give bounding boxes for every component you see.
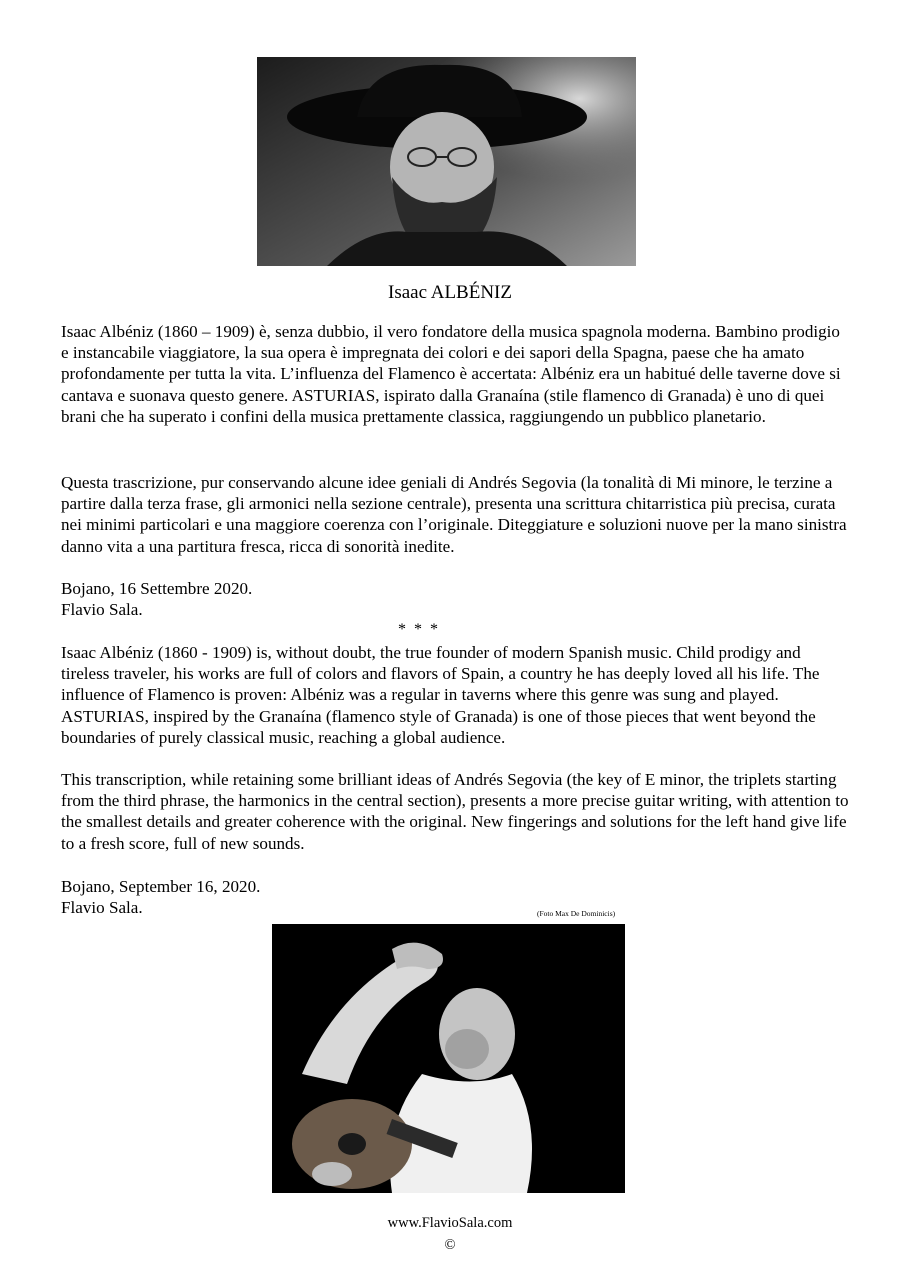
italian-paragraph-2: [61, 472, 851, 557]
italian-paragraph-2-text: Questa trascrizione, pur conservando alcune idee geniali di Andrés Segovia (la tonalità di Mi minore, le terzine a partire dalla terza frase, gli armonici nella sezione centrale), presenta una scrittura chitarristica più precisa, curata nei minimi particolari e una maggiore coerenza con l’originale. Diteggiature e soluzioni nuove per la mano sinistra danno vita a una partitura fresca, ricca di sonorità inedite.: [61, 473, 847, 556]
albeniz-portrait: [257, 57, 636, 266]
guitarist-photo-icon: [272, 924, 625, 1193]
english-date: Bojano, September 16, 2020.: [61, 877, 261, 896]
english-paragraph-2-text: This transcription, while retaining some brilliant ideas of Andrés Segovia (the key of E minor, the triplets starting from the third phrase, the harmonics in the central section), presents a more precise guitar writing, with attention to the smallest details and greater coherence with the original. New fingerings and solutions for the left hand give life to a fresh score, full of new sounds.: [61, 770, 849, 853]
english-signature: Flavio Sala.: [61, 898, 143, 918]
italian-paragraph-1-text: Isaac Albéniz (1860 – 1909) è, senza dubbio, il vero fondatore della musica spagnola moderna. Bambino prodigio e instancabile viaggiatore, la sua opera è impregnata dei colori e dei sapori della Spagna, paese che ha amato profondamente per tutta la vita. L’influenza del Flamenco è accertata: Albéniz era un habitué delle taverne dove si cantava e suonava questo genere. ASTURIAS, ispirato dalla Granaína (stile flamenco di Granada) è uno di quei brani che ha superato i confini della musica prettamente classica, raggiungendo un pubblico planetario.: [61, 322, 841, 426]
english-paragraph-1: [61, 642, 851, 748]
footer-website[interactable]: www.FlavioSala.com: [387, 1215, 513, 1231]
english-signoff: [61, 876, 851, 918]
footer-copyright: ©: [444, 1237, 456, 1253]
photo-credit: (Foto Max De Dominicis): [537, 909, 616, 918]
italian-signature: Flavio Sala.: [61, 600, 143, 620]
italian-paragraph-1: [61, 321, 851, 427]
section-separator: * * *: [398, 621, 440, 638]
english-paragraph-2: [61, 769, 851, 854]
guitarist-photo: [272, 924, 625, 1193]
portrait-photo-icon: [257, 57, 636, 266]
english-paragraph-1-text: Isaac Albéniz (1860 - 1909) is, without doubt, the true founder of modern Spanish music. Child prodigy and tireless traveler, his works are full of colors and flavors of Spain, a country he has deeply loved all his life. The influence of Flamenco is proven: Albéniz was a regular in taverns where this genre was sung and played. ASTURIAS, inspired by the Granaína (flamenco style of Granada) is one of those pieces that went beyond the boundaries of purely classical music, reaching a global audience.: [61, 643, 820, 747]
page-title: Isaac ALBÉNIZ: [388, 282, 512, 303]
italian-date: Bojano, 16 Settembre 2020.: [61, 579, 253, 598]
italian-signoff: [61, 578, 851, 620]
